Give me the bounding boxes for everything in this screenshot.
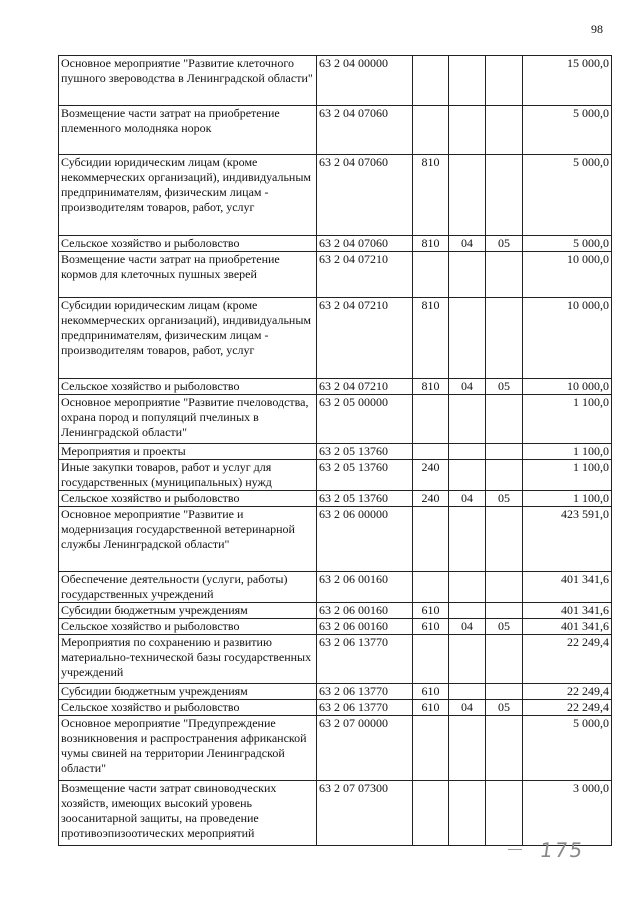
row-subsection-cell: 05 [486, 619, 523, 635]
row-subsection-cell [486, 106, 523, 155]
row-code-cell: 63 2 05 13760 [317, 491, 413, 507]
row-section-cell [449, 684, 486, 700]
row-code-cell: 63 2 05 13760 [317, 460, 413, 491]
budget-table-body [59, 56, 612, 846]
row-subsection-cell: 05 [486, 236, 523, 252]
row-expense-type-cell [413, 572, 449, 603]
row-section-cell: 04 [449, 379, 486, 395]
row-name-cell: Субсидии бюджетным учреждениям [59, 684, 317, 700]
table-row [59, 460, 612, 491]
row-expense-type-cell [413, 635, 449, 684]
row-code-cell: 63 2 04 07210 [317, 379, 413, 395]
table-row [59, 252, 612, 298]
pencil-mark [508, 849, 522, 850]
row-subsection-cell: 05 [486, 379, 523, 395]
row-expense-type-cell: 810 [413, 298, 449, 379]
row-subsection-cell [486, 684, 523, 700]
row-name-cell: Сельское хозяйство и рыболовство [59, 700, 317, 716]
row-subsection-cell [486, 444, 523, 460]
row-section-cell [449, 298, 486, 379]
row-code-cell: 63 2 06 00160 [317, 603, 413, 619]
row-subsection-cell [486, 252, 523, 298]
row-subsection-cell [486, 635, 523, 684]
row-subsection-cell [486, 155, 523, 236]
row-subsection-cell [486, 460, 523, 491]
row-name-cell: Субсидии юридическим лицам (кроме некоммерческих организаций), индивидуальным предпринимателям, физическим лицам - производителям товаров, работ, услуг [59, 155, 317, 236]
row-expense-type-cell [413, 716, 449, 781]
row-expense-type-cell [413, 507, 449, 572]
row-section-cell: 04 [449, 619, 486, 635]
row-section-cell [449, 572, 486, 603]
row-amount-cell: 22 249,4 [523, 635, 612, 684]
table-row [59, 700, 612, 716]
row-amount-cell: 3 000,0 [523, 781, 612, 846]
row-code-cell: 63 2 06 00160 [317, 572, 413, 603]
row-name-cell: Основное мероприятие "Предупреждение возникновения и распространения африканской чумы свиней на территории Ленинградской области" [59, 716, 317, 781]
table-row [59, 507, 612, 572]
row-section-cell [449, 56, 486, 106]
row-name-cell: Мероприятия и проекты [59, 444, 317, 460]
row-section-cell [449, 716, 486, 781]
row-amount-cell: 401 341,6 [523, 603, 612, 619]
row-code-cell: 63 2 05 13760 [317, 444, 413, 460]
table-row [59, 236, 612, 252]
row-code-cell: 63 2 04 07060 [317, 155, 413, 236]
row-code-cell: 63 2 04 07060 [317, 106, 413, 155]
row-section-cell [449, 781, 486, 846]
table-row [59, 635, 612, 684]
table-row [59, 491, 612, 507]
row-amount-cell: 10 000,0 [523, 379, 612, 395]
row-amount-cell: 10 000,0 [523, 252, 612, 298]
row-subsection-cell [486, 603, 523, 619]
row-name-cell: Сельское хозяйство и рыболовство [59, 619, 317, 635]
row-expense-type-cell: 610 [413, 700, 449, 716]
table-row [59, 298, 612, 379]
page-number: 98 [591, 22, 603, 36]
row-subsection-cell [486, 716, 523, 781]
row-subsection-cell [486, 395, 523, 444]
row-amount-cell: 401 341,6 [523, 572, 612, 603]
row-expense-type-cell: 610 [413, 619, 449, 635]
row-name-cell: Возмещение части затрат свиноводческих хозяйств, имеющих высокий уровень зоосанитарной защиты, на проведение противоэпизоотических мероприятий [59, 781, 317, 846]
row-code-cell: 63 2 06 13770 [317, 700, 413, 716]
row-name-cell: Субсидии юридическим лицам (кроме некоммерческих организаций), индивидуальным предпринимателям, физическим лицам - производителям товаров, работ, услуг [59, 298, 317, 379]
row-subsection-cell [486, 56, 523, 106]
row-amount-cell: 1 100,0 [523, 491, 612, 507]
row-expense-type-cell: 240 [413, 491, 449, 507]
row-code-cell: 63 2 06 13770 [317, 635, 413, 684]
table-row [59, 716, 612, 781]
row-name-cell: Мероприятия по сохранению и развитию материально-технической базы государственных учреждений [59, 635, 317, 684]
row-name-cell: Сельское хозяйство и рыболовство [59, 491, 317, 507]
row-expense-type-cell [413, 395, 449, 444]
row-name-cell: Основное мероприятие "Развитие клеточного пушного звероводства в Ленинградской области" [59, 56, 317, 106]
table-row [59, 572, 612, 603]
row-expense-type-cell: 810 [413, 155, 449, 236]
row-expense-type-cell: 810 [413, 236, 449, 252]
row-amount-cell: 10 000,0 [523, 298, 612, 379]
row-subsection-cell [486, 507, 523, 572]
row-subsection-cell [486, 572, 523, 603]
row-name-cell: Основное мероприятие "Развитие и модернизация государственной ветеринарной службы Ленинградской области" [59, 507, 317, 572]
row-name-cell: Основное мероприятие "Развитие пчеловодства, охрана пород и популяций пчелиных в Ленинградской области" [59, 395, 317, 444]
row-name-cell: Возмещение части затрат на приобретение кормов для клеточных пушных зверей [59, 252, 317, 298]
row-section-cell: 04 [449, 491, 486, 507]
row-name-cell: Сельское хозяйство и рыболовство [59, 236, 317, 252]
table-row [59, 619, 612, 635]
table-row [59, 444, 612, 460]
row-expense-type-cell: 610 [413, 684, 449, 700]
row-section-cell: 04 [449, 236, 486, 252]
row-name-cell: Возмещение части затрат на приобретение племенного молодняка норок [59, 106, 317, 155]
row-code-cell: 63 2 05 00000 [317, 395, 413, 444]
budget-table [58, 55, 612, 846]
row-name-cell: Сельское хозяйство и рыболовство [59, 379, 317, 395]
row-amount-cell: 5 000,0 [523, 236, 612, 252]
row-amount-cell: 22 249,4 [523, 700, 612, 716]
row-amount-cell: 5 000,0 [523, 155, 612, 236]
row-section-cell [449, 106, 486, 155]
row-code-cell: 63 2 07 07300 [317, 781, 413, 846]
row-amount-cell: 15 000,0 [523, 56, 612, 106]
row-amount-cell: 423 591,0 [523, 507, 612, 572]
row-subsection-cell [486, 781, 523, 846]
row-code-cell: 63 2 06 00000 [317, 507, 413, 572]
row-subsection-cell [486, 298, 523, 379]
table-row [59, 106, 612, 155]
row-name-cell: Субсидии бюджетным учреждениям [59, 603, 317, 619]
row-expense-type-cell: 610 [413, 603, 449, 619]
row-expense-type-cell: 810 [413, 379, 449, 395]
row-expense-type-cell [413, 56, 449, 106]
table-row [59, 155, 612, 236]
table-row [59, 395, 612, 444]
row-expense-type-cell: 240 [413, 460, 449, 491]
row-code-cell: 63 2 06 00160 [317, 619, 413, 635]
row-amount-cell: 401 341,6 [523, 619, 612, 635]
table-row [59, 603, 612, 619]
row-expense-type-cell [413, 106, 449, 155]
row-expense-type-cell [413, 252, 449, 298]
row-expense-type-cell [413, 781, 449, 846]
row-code-cell: 63 2 04 07210 [317, 298, 413, 379]
table-row [59, 56, 612, 106]
row-amount-cell: 1 100,0 [523, 395, 612, 444]
row-amount-cell: 1 100,0 [523, 444, 612, 460]
row-section-cell [449, 395, 486, 444]
row-subsection-cell: 05 [486, 700, 523, 716]
row-section-cell [449, 460, 486, 491]
table-row [59, 781, 612, 846]
row-expense-type-cell [413, 444, 449, 460]
row-section-cell [449, 252, 486, 298]
row-code-cell: 63 2 06 13770 [317, 684, 413, 700]
row-name-cell: Обеспечение деятельности (услуги, работы) государственных учреждений [59, 572, 317, 603]
row-section-cell [449, 603, 486, 619]
row-code-cell: 63 2 04 07060 [317, 236, 413, 252]
table-row [59, 684, 612, 700]
row-amount-cell: 22 249,4 [523, 684, 612, 700]
row-amount-cell: 5 000,0 [523, 106, 612, 155]
row-section-cell [449, 507, 486, 572]
row-code-cell: 63 2 04 07210 [317, 252, 413, 298]
handwritten-page-note: 175 [538, 838, 586, 862]
row-subsection-cell: 05 [486, 491, 523, 507]
row-section-cell [449, 635, 486, 684]
row-section-cell [449, 155, 486, 236]
row-name-cell: Иные закупки товаров, работ и услуг для государственных (муниципальных) нужд [59, 460, 317, 491]
row-amount-cell: 1 100,0 [523, 460, 612, 491]
row-code-cell: 63 2 04 00000 [317, 56, 413, 106]
row-section-cell: 04 [449, 700, 486, 716]
row-code-cell: 63 2 07 00000 [317, 716, 413, 781]
row-amount-cell: 5 000,0 [523, 716, 612, 781]
table-row [59, 379, 612, 395]
row-section-cell [449, 444, 486, 460]
